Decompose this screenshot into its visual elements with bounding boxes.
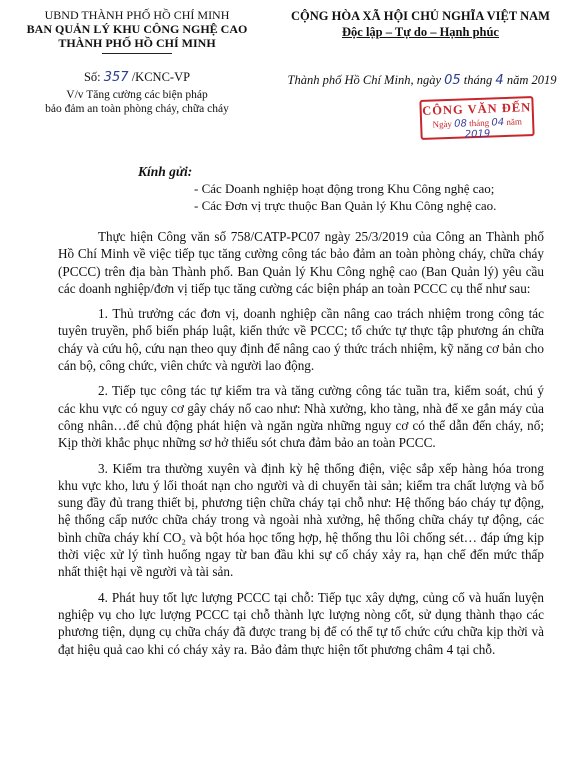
date-day: 05 <box>444 73 461 88</box>
recipient-item: - Các Đơn vị trực thuộc Ban Quản lý Khu Công nghệ cao. <box>194 198 497 213</box>
body-paragraph: 1. Thủ trưởng các đơn vị, doanh nghiệp cần nâng cao trách nhiệm trong công tác tuyên truyền, phổ biến pháp luật, kiến thức về PCCC; tổ chức tự thực tập phương án chữa cháy và cứu hộ, cứu nạn theo quy định để nâng cao ý thức trách nhiệm, kỹ năng cơ bản cho cán bộ, công chức, viên chức và người lao động. <box>58 306 544 374</box>
national-motto: Độc lập – Tự do – Hạnh phúc <box>342 25 499 39</box>
org-line-3: THÀNH PHỐ HỒ CHÍ MINH <box>58 36 216 50</box>
greeting-title: Kính gửi: <box>138 164 193 179</box>
stamp-date: Ngày 08 tháng 04 năm 2019 <box>432 116 523 141</box>
header-divider <box>102 53 172 54</box>
recipient-list <box>194 180 574 214</box>
subject-line-1: V/v Tăng cường các biện pháp <box>66 89 208 101</box>
org-line-2: BAN QUẢN LÝ KHU CÔNG NGHỆ CAO <box>26 22 248 36</box>
document-number-value: 357 <box>103 70 129 85</box>
recipient-item: - Các Doanh nghiệp hoạt động trong Khu Công nghệ cao; <box>194 181 495 196</box>
document-body <box>58 228 544 666</box>
document-number: Số: 357 /KCNC-VP <box>83 70 191 85</box>
subject-line-2: bảo đảm an toàn phòng cháy, chữa cháy <box>45 103 229 115</box>
incoming-document-stamp <box>419 96 534 140</box>
national-heading <box>268 8 573 40</box>
body-paragraph: 4. Phát huy tốt lực lượng PCCC tại chỗ: Tiếp tục xây dựng, củng cố và huấn luyện nghiệp vụ cho lực lượng PCCC tại chỗ thành lực lượng nòng cốt, sử dụng thành thạo các phương tiện, dụng cụ chữa cháy đã được trang bị để có thể tự tổ chức cứu chữa kịp thời và đạt hiệu quả cao khi có cháy xảy ra. Bảo đảm thực hiện tốt phương châm 4 tại chỗ. <box>58 589 544 657</box>
document-subject <box>4 88 270 116</box>
document-date: Thành phố Hồ Chí Minh, ngày 05 tháng 4 năm 2019 <box>287 73 557 88</box>
body-paragraph: 2. Tiếp tục công tác tự kiểm tra và tăng cường công tác tuần tra, kiểm soát, chú ý các khu vực có nguy cơ gây cháy nổ cao như: Nhà xưởng, kho tàng, nhà để xe gắn máy của công nhân…để chủ động phát hiện và ngăn ngừa những nguy cơ có thể dẫn đến cháy, nổ; Kịp thời khắc phục những sơ hở thiếu sót chưa đảm bảo an toàn PCCC. <box>58 383 544 451</box>
org-line-1: UBND THÀNH PHỐ HỒ CHÍ MINH <box>44 8 230 22</box>
body-paragraph: Thực hiện Công văn số 758/CATP-PC07 ngày 25/3/2019 của Công an Thành phố Hồ Chí Minh về việc tiếp tục tăng cường công tác bảo đảm an toàn phòng cháy, chữa cháy (PCCC) trên địa bàn Thành phố. Ban Quản lý Khu Công nghệ cao (Ban Quản lý) yêu cầu các doanh nghiệp/đơn vị tiếp tục tăng cường các biện pháp an toàn PCCC cụ thể như sau: <box>58 229 544 296</box>
nation-title: CỘNG HÒA XÃ HỘI CHỦ NGHĨA VIỆT NAM <box>291 9 550 23</box>
stamp-title: CÔNG VĂN ĐẾN <box>421 100 532 118</box>
body-paragraph: 3. Kiểm tra thường xuyên và định kỳ hệ thống điện, việc sắp xếp hàng hóa trong khu vực kho, lưu ý lối thoát nạn cho người và di chuyển tài sản; kiểm tra chất lượng và bổ sung đầy đủ trang thiết bị, phương tiện chữa cháy tại chỗ như: Hệ thống báo cháy tự động, hệ thống cấp nước chữa cháy trong và ngoài nhà xưởng, hệ thống chữa cháy tự động, các bình chữa cháy khí CO₂ và bột hóa học tổng hợp, hệ thống thu lôi chống sét… đáp ứng kịp thời việc xử lý tình huống ngay từ ban đầu khi sự cố cháy xảy ra, hạn chế đến mức thấp nhất thiệt hại về người và tài sản. <box>58 460 544 580</box>
issuing-authority <box>4 8 270 54</box>
date-month: 4 <box>495 73 504 88</box>
date-year: 2019 <box>531 73 557 87</box>
